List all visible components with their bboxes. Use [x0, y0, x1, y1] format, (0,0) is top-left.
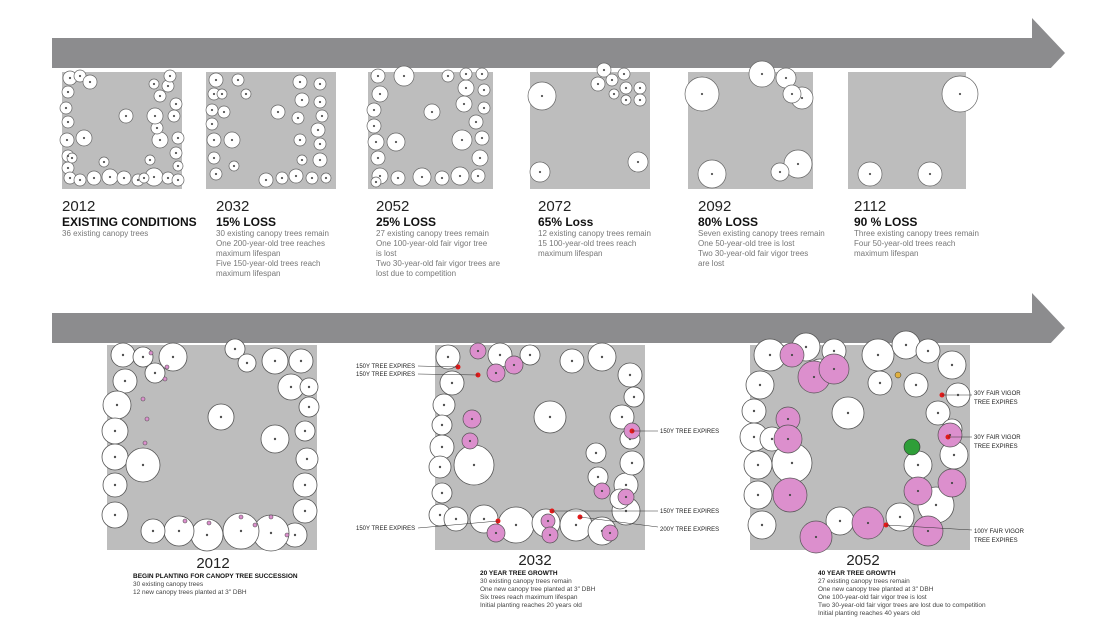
site-plan: [356, 60, 506, 195]
caption-2112-no-planting: [854, 199, 1004, 259]
caption-line: 36 existing canopy trees: [62, 229, 149, 238]
diagram-2012-existing: [50, 60, 200, 195]
caption-line: One 200-year-old tree reaches: [216, 239, 325, 248]
site-plan: [50, 60, 200, 195]
caption-line: Seven existing canopy trees remain: [698, 229, 825, 238]
expires-label: 150Y TREE EXPIRES: [356, 526, 416, 532]
caption-heading: 90 % LOSS: [854, 215, 918, 229]
site-plan: [840, 60, 990, 195]
caption-line: One 50-year-old tree is lost: [698, 239, 795, 248]
caption-line: Six trees reach maximum lifespan: [480, 594, 578, 601]
caption-year: 2012: [62, 198, 96, 215]
caption-2052-with-planting: [818, 553, 1038, 618]
caption-year: 2032: [518, 552, 552, 569]
caption-line: Three existing canopy trees remain: [854, 229, 979, 238]
caption-line: lost due to competition: [376, 269, 457, 278]
diagram-2072-no-planting: [520, 60, 670, 195]
caption-line: One new canopy tree planted at 3" DBH: [818, 586, 934, 593]
caption-2072-no-planting: [538, 199, 688, 259]
caption-line: maximum lifespan: [854, 249, 919, 258]
caption-year: 2092: [698, 198, 732, 215]
caption-heading: 25% LOSS: [376, 215, 437, 229]
caption-heading: BEGIN PLANTING FOR CANOPY TREE SUCCESSION: [133, 573, 298, 580]
caption-line: One new canopy tree planted at 3" DBH: [480, 586, 596, 593]
caption-line: Two 30-year-old fair vigor trees are: [376, 259, 501, 268]
caption-2092-no-planting: [698, 199, 848, 269]
caption-heading: 40 YEAR TREE GROWTH: [818, 570, 896, 577]
expires-label: 150Y TREE EXPIRES: [660, 429, 720, 435]
site-plan: [680, 60, 830, 195]
caption-2012-with-planting: [133, 556, 313, 597]
diagram-2032-with-planting: [340, 335, 730, 555]
caption-line: Initial planting reaches 40 years old: [818, 610, 920, 617]
caption-line: maximum lifespan: [538, 249, 603, 258]
caption-line: 30 existing canopy trees remain: [480, 578, 572, 585]
banner-without-planting: [52, 18, 1067, 48]
caption-2012-existing: [62, 199, 212, 239]
caption-year: 2032: [216, 198, 250, 215]
caption-year: 2072: [538, 198, 572, 215]
site-plan: [340, 335, 730, 555]
caption-heading: 20 YEAR TREE GROWTH: [480, 570, 558, 577]
caption-heading: EXISTING CONDITIONS: [62, 215, 197, 229]
caption-heading: 15% LOSS: [216, 215, 277, 229]
site-plan: [730, 325, 1060, 555]
expires-label: 150Y TREE EXPIRES: [356, 364, 416, 370]
expires-label: TREE EXPIRES: [974, 444, 1018, 450]
caption-line: Two 30-year-old fair vigor trees: [698, 249, 809, 258]
caption-line: Four 50-year-old trees reach: [854, 239, 956, 248]
diagram-2092-no-planting: [680, 60, 830, 195]
caption-line: 12 existing canopy trees remain: [538, 229, 651, 238]
expires-label: 30Y FAIR VIGOR: [974, 435, 1021, 441]
diagram-2112-no-planting: [840, 60, 990, 195]
caption-heading: 80% LOSS: [698, 215, 759, 229]
caption-2032-no-planting: [216, 199, 366, 279]
banner-title: 100 YEAR PROJECTION WITH NEW CANOPY TREE PLANTING STRATEGY: [70, 300, 543, 315]
diagram-2032-no-planting: [194, 60, 344, 195]
caption-line: is lost: [376, 249, 397, 258]
expires-label: TREE EXPIRES: [974, 400, 1018, 406]
expires-label: 150Y TREE EXPIRES: [356, 372, 416, 378]
caption-line: maximum lifespan: [216, 269, 281, 278]
caption-line: One 100-year-old fair vigor tree is lost: [818, 594, 927, 601]
caption-line: Five 150-year-old trees reach: [216, 259, 321, 268]
caption-year: 2052: [846, 552, 880, 569]
banner-title: 100 YEAR PROJECTION WITHOUT NEW CANOPY TREE PLANTING: [70, 25, 496, 40]
caption-line: 12 new canopy trees planted at 3" DBH: [133, 589, 247, 596]
banner-with-planting: [52, 293, 1067, 323]
site-plan: [95, 335, 335, 555]
caption-line: maximum lifespan: [216, 249, 281, 258]
caption-line: 27 existing canopy trees remain: [818, 578, 910, 585]
caption-line: 27 existing canopy trees remain: [376, 229, 489, 238]
caption-heading: 65% Loss: [538, 215, 594, 229]
expires-label: 100Y FAIR VIGOR: [974, 529, 1024, 535]
site-plan: [520, 60, 670, 195]
expires-label: 200Y TREE EXPIRES: [660, 527, 720, 533]
caption-2032-with-planting: [480, 553, 680, 610]
caption-year: 2012: [196, 555, 230, 572]
caption-2052-no-planting: [376, 199, 526, 279]
expires-label: 150Y TREE EXPIRES: [660, 509, 720, 515]
caption-line: Two 30-year-old fair vigor trees are lost due to competition: [818, 602, 986, 609]
diagram-2012-with-planting: [95, 335, 335, 555]
caption-year: 2052: [376, 198, 410, 215]
site-plan: [194, 60, 344, 195]
expires-label: 30Y FAIR VIGOR: [974, 391, 1021, 397]
caption-line: One 100-year-old fair vigor tree: [376, 239, 488, 248]
diagram-2052-with-planting: [730, 325, 1060, 555]
caption-line: 30 existing canopy trees remain: [216, 229, 329, 238]
caption-year: 2112: [854, 198, 887, 215]
expires-label: TREE EXPIRES: [974, 538, 1018, 544]
caption-line: 15 100-year-old trees reach: [538, 239, 637, 248]
diagram-2052-no-planting: [356, 60, 506, 195]
caption-line: are lost: [698, 259, 725, 268]
caption-line: 30 existing canopy trees: [133, 581, 204, 588]
caption-line: Initial planting reaches 20 years old: [480, 602, 582, 609]
